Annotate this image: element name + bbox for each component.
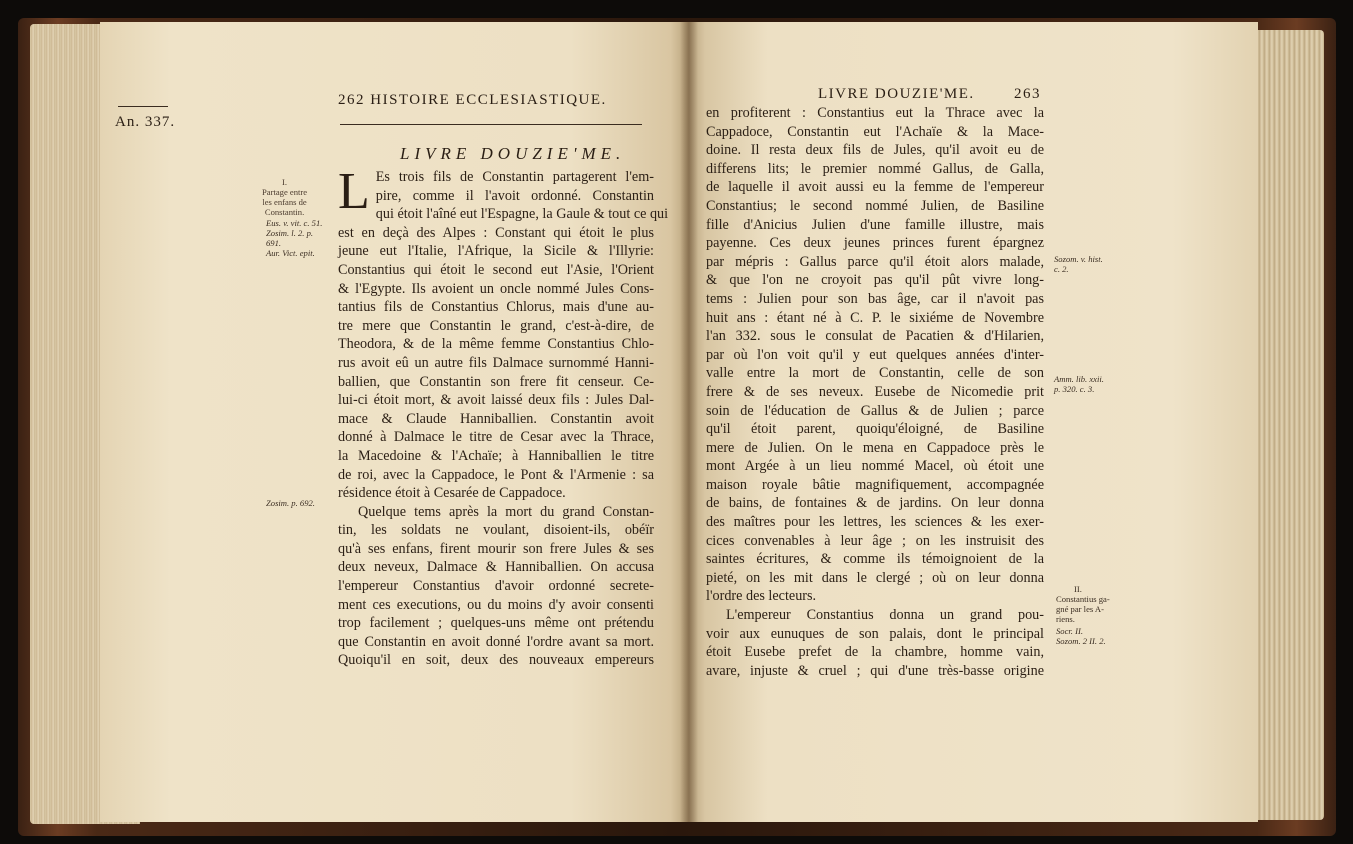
left-running-header: 262 HISTOIRE ECCLESIASTIQUE. <box>338 92 607 108</box>
right-page-number: 263 <box>1014 86 1041 102</box>
margin-note-zosim: Zosim. p. 692. <box>266 498 315 508</box>
right-page-edges <box>1250 30 1324 820</box>
book-gutter <box>680 22 698 822</box>
margin-note-amm: Amm. lib. xxii. p. 320. c. 3. <box>1054 374 1104 394</box>
right-running-header: LIVRE DOUZIE'ME. <box>818 86 975 102</box>
margin-note-sozom: Sozom. v. hist. c. 2. <box>1054 254 1103 274</box>
margin-note-constantius: II. Constantius ga- gné par les A- riens. <box>1056 584 1110 624</box>
margin-note-partage: I. Partage entre les enfans de Constantin. <box>262 177 308 217</box>
margin-note-socr: Socr. II. Sozom. 2 II. 2. <box>1056 626 1106 646</box>
chapter-title: LIVRE DOUZIE'ME. <box>400 144 626 163</box>
left-header-rule <box>340 124 642 125</box>
right-body-text: en profiterent : Constantius eut la Thrace avec la Cappadoce, Constantin eut l'Achaïe & la Mace- doine. Il resta deux fils de Jules, qu'il avoit eu de differens lits; le premier nommé Gallus, de Galla, de laquelle il avoit aussi eu la femme de l'empereur Constantius; le second nommé Julien, de Basiline fille d'Anicius Julien d'une famille illustre, mais payenne. Ces deux jeunes princes furent épargnez par mépris : Gallus parce qu'il étoit alors malade, & que l'on ne croyoit pas qu'il pût vivre long- tems : Julien pour son bas âge, car il n'avoit pas huit ans : étant né à C. P. le sixiéme de Novembre l'an 332. sous le consulat de Pacatien & d'Hilarien, par où l'on voit qu'il y eut quelques années d'inter- valle entre la mort de Constantin, celle de son frere & de ses neveux. Eusebe de Nicomedie prit soin de l'éducation de Gallus & de Julien ; parce qu'il étoit parent, quoiqu'éloigné, de Basiline mere de Julien. On le mena en Cappadoce près le mont Argée à un lieu nommé Macel, où étoit une maison royale bâtie magnifiquement, accompagnée de bains, de fontaines & de jardins. On leur donna des maîtres pour les lettres, les sciences & les exer- cices convenables à leur âge ; on les instruisit des saintes écritures, & comme ils témoignoient de la pieté, on les mit dans le clergé ; où on leur donna l'ordre des lecteurs. L'empereur Constantius donna un grand pou- voir aux eunuques de son palais, dont le principal étoit Eusebe prefet de la chambre, homme vain, avare, injuste & cruel ; qui d'une très-basse origine <box>706 105 1044 679</box>
margin-note-sources: Eus. v. vit. c. 51. Zosim. l. 2. p. 691. Aur. Vict. epit. <box>266 218 323 258</box>
year-rule <box>118 106 168 107</box>
drop-cap: L <box>338 163 370 220</box>
left-body-text: L Es trois fils de Constantin partagerent l'em- pire, comme il l'avoit ordonné. Constantin qui étoit l'aîné eut l'Espagne, la Gaule & tout ce qui est en deçà des Alpes : Constant qui étoit le plus jeune eut l'Italie, l'Afrique, la Sicile & l'Illyrie: Constantius qui étoit le second eut l'Asie, l'Orient & l'Egypte. Ils avoient un oncle nommé Jules Cons- tantius fils de Constantius Chlorus, mais d'une au- tre mere que Constantin le grand, c'est-à-dire, de Theodora, & de la même femme Constantius Chlo- rus avoit eû un autre fils Dalmace surnommé Hanni- ballien, que Constantin son frere fit censeur. Ce- lui-ci étoit mort, & avoit laissé deux fils : Jules Dal- mace & Claude Hanniballien. Constantin avoit donné à Dalmace le titre de Cesar avec la Thrace, la Macedoine & l'Achaïe; à Hanniballien le titre de roi, avec la Cappadoce, le Pont & l'Armenie : sa résidence étoit à Cesarée de Cappadoce. Quelque tems après la mort du grand Constan- tin, les soldats ne voulant, disoient-ils, obéïr qu'à ses enfans, firent mourir son frere Jules & ses deux neveux, Dalmace & Hanniballien. On accusa l'empereur Constantius d'avoir ordonné secrete- ment ces executions, ou du moins d'y avoir consenti trop facilement ; quelques-uns même ont prétendu que Constantin en avoit donné l'ordre avant sa mort. Quoiqu'il en soit, deux des nouveaux empereurs <box>338 163 669 669</box>
year-label: An. 337. <box>115 114 176 130</box>
